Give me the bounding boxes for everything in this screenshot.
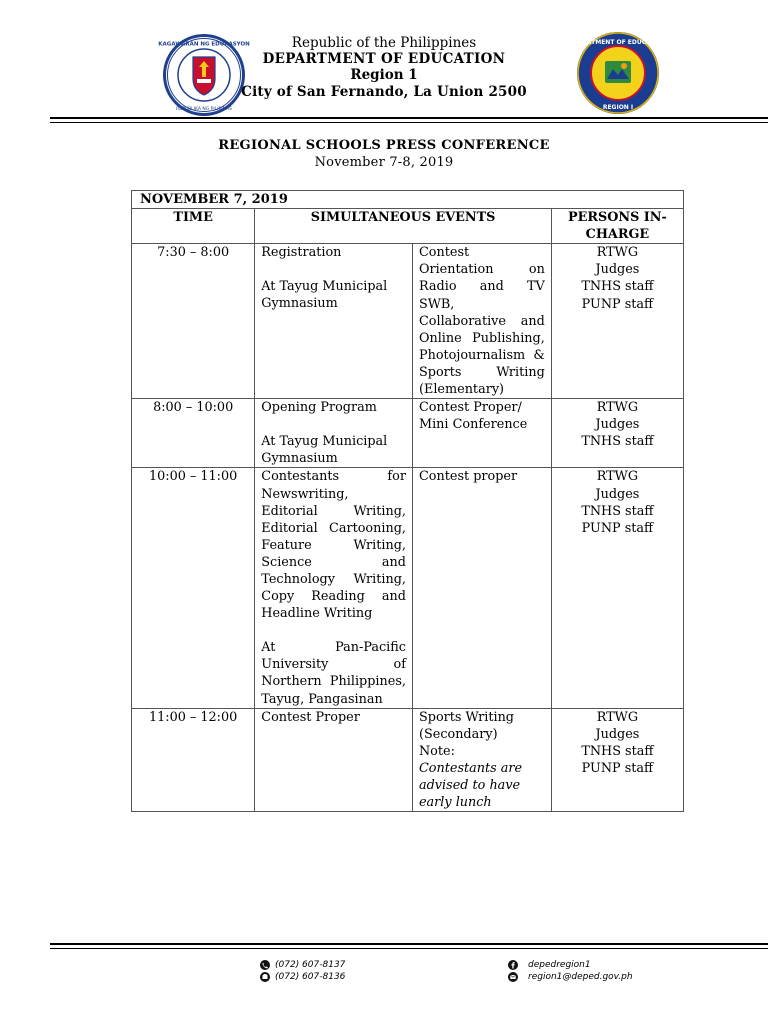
row-event-secondary: Contest Proper/ Mini Conference — [412, 399, 551, 468]
schedule-date: NOVEMBER 7, 2019 — [132, 191, 684, 209]
header-region: Region 1 — [350, 67, 418, 83]
person-item: TNHS staff — [581, 279, 654, 295]
table-row — [132, 468, 684, 708]
person-item: RTWG — [596, 245, 639, 261]
header-city: City of San Fernando, La Union 2500 — [241, 84, 527, 100]
row-persons — [551, 399, 683, 468]
row-time: 11:00 – 12:00 — [132, 708, 255, 812]
footer-phone-2: (072) 607-8136 — [275, 972, 346, 982]
document-title: REGIONAL SCHOOLS PRESS CONFERENCE — [218, 138, 550, 153]
header-divider-top — [50, 117, 768, 119]
table-row — [132, 244, 684, 399]
date-row — [132, 191, 684, 209]
footer-email: region1@deped.gov.ph — [528, 972, 633, 982]
person-item: PUNP staff — [581, 296, 654, 312]
table-header-row — [132, 209, 684, 244]
row-event-primary — [255, 244, 413, 399]
column-header-events: SIMULTANEOUS EVENTS — [255, 209, 552, 244]
column-header-persons: PERSONS IN-CHARGE — [551, 209, 683, 244]
event-venue: At Tayug Municipal Gymnasium — [261, 279, 388, 312]
footer-divider-top — [50, 943, 768, 945]
note-label: Note: — [418, 743, 455, 759]
person-item: Judges — [595, 417, 640, 433]
row-persons — [551, 708, 683, 812]
header-department: DEPARTMENT OF EDUCATION — [262, 51, 506, 67]
fax-icon — [260, 972, 270, 982]
person-item: Judges — [595, 262, 640, 278]
note-text: Contestants are advised to have early lunch — [418, 760, 523, 811]
row-event-secondary — [412, 708, 551, 812]
row-event-primary — [255, 468, 413, 708]
row-event-primary — [255, 399, 413, 468]
table-row — [132, 708, 684, 812]
person-item: PUNP staff — [581, 760, 654, 776]
row-time: 10:00 – 11:00 — [132, 468, 255, 708]
row-time: 7:30 – 8:00 — [132, 244, 255, 399]
event-title: Contestants for Newswriting, Editorial Writing, Editorial Cartooning, Feature Writing, Science and Technology Writing, Copy Reading and Headline Writing — [261, 469, 406, 622]
person-item: TNHS staff — [581, 503, 654, 519]
footer-facebook: depedregion1 — [528, 960, 591, 970]
event-title: Registration — [261, 245, 342, 261]
footer-phone-1: (072) 607-8137 — [275, 960, 346, 970]
svg-text:REGION I: REGION I — [602, 104, 634, 111]
row-event-secondary: Contest Orientation on Radio and TV SWB, Collaborative and Online Publishing, Photojournalism & Sports Writing (Elementary) — [412, 244, 551, 399]
row-event-secondary: Contest proper — [412, 468, 551, 708]
row-time: 8:00 – 10:00 — [132, 399, 255, 468]
document-subtitle: November 7-8, 2019 — [314, 155, 454, 170]
person-item: TNHS staff — [581, 743, 654, 759]
row-event-primary: Contest Proper — [255, 708, 413, 812]
header-republic: Republic of the Philippines — [291, 35, 477, 51]
person-item: RTWG — [596, 400, 639, 416]
footer-divider-bottom — [50, 948, 768, 949]
email-icon — [508, 972, 518, 982]
column-header-time: TIME — [132, 209, 255, 244]
header-divider-bottom — [50, 122, 768, 123]
event-venue: At Tayug Municipal Gymnasium — [261, 434, 388, 467]
svg-text:REPUBLIKA NG PILIPINAS: REPUBLIKA NG PILIPINAS — [176, 107, 232, 112]
event-title: Sports Writing (Secondary) — [418, 709, 514, 742]
table-row — [132, 399, 684, 468]
person-item: RTWG — [596, 469, 639, 485]
person-item: PUNP staff — [581, 520, 654, 536]
svg-text:KAGAWARAN NG EDUKASYON: KAGAWARAN NG EDUKASYON — [158, 41, 250, 48]
event-title: Opening Program — [261, 400, 377, 416]
facebook-icon — [508, 960, 518, 970]
phone-icon — [260, 960, 270, 970]
person-item: Judges — [595, 486, 640, 502]
schedule-table — [131, 190, 684, 812]
event-venue: At Pan-Pacific University of Northern Philippines, Tayug, Pangasinan — [261, 640, 406, 707]
person-item: Judges — [595, 726, 640, 742]
row-persons — [551, 468, 683, 708]
svg-text:DEPARTMENT OF EDUCATION: DEPARTMENT OF EDUCATION — [569, 39, 667, 46]
row-persons — [551, 244, 683, 399]
person-item: RTWG — [596, 709, 639, 725]
person-item: TNHS staff — [581, 434, 654, 450]
